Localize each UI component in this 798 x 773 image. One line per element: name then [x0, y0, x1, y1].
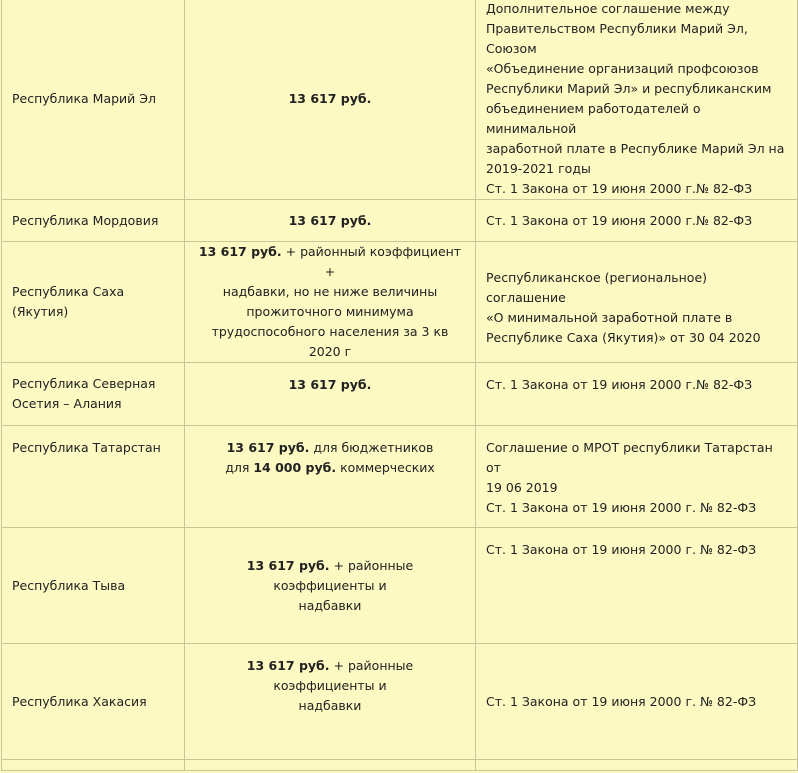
- table-row: [2, 0, 798, 200]
- doc-line: Республиканское (региональное) соглашение: [486, 270, 708, 305]
- mrot-cell: [185, 363, 476, 426]
- mrot-text: + районные коэффициенты и: [273, 658, 414, 693]
- doc-line: Дополнительное соглашение между: [486, 1, 730, 16]
- mrot-cell: [185, 242, 476, 363]
- docs-cell: [476, 426, 798, 528]
- mrot-cell: [185, 0, 476, 200]
- mrot-text: коммерческих: [336, 460, 435, 475]
- table-row: [2, 644, 798, 760]
- docs-cell: [476, 363, 798, 426]
- doc-line: «О минимальной заработной плате в: [486, 310, 733, 325]
- docs-cell: [476, 200, 798, 242]
- mrot-line: [195, 438, 465, 458]
- mrot-text: надбавки: [298, 597, 362, 613]
- region-cell: [2, 426, 185, 528]
- docs-cell: [476, 528, 798, 644]
- mrot-value: 13 617 руб.: [226, 440, 310, 455]
- mrot-line: [195, 242, 465, 282]
- table-row: [2, 363, 798, 426]
- region-name: Республика Татарстан: [12, 440, 161, 455]
- mrot-text: прожиточного минимума: [246, 304, 414, 319]
- mrot-text: + районные коэффициенты и: [273, 557, 414, 593]
- mrot-value: 13 617 руб.: [198, 244, 282, 259]
- region-cell: [2, 0, 185, 200]
- doc-line: Правительством Республики Марий Эл, Союзом: [486, 21, 748, 56]
- doc-line: Ст. 1 Закона от 19 июня 2000 г.№ 82-ФЗ: [486, 377, 753, 392]
- mrot-line: [195, 656, 465, 696]
- mrot-value: 13 617 руб.: [246, 557, 330, 573]
- mrot-cell: [185, 644, 476, 760]
- mrot-value: 13 617 руб.: [246, 658, 330, 673]
- docs-cell: [476, 242, 798, 363]
- table-row: [2, 528, 798, 644]
- doc-line: Ст. 1 Закона от 19 июня 2000 г.№ 82-ФЗ: [486, 181, 753, 196]
- region-name: Республика Северная: [12, 376, 156, 391]
- table-row: [2, 242, 798, 363]
- mrot-line: [195, 458, 465, 478]
- doc-line: 2019-2021 годы: [486, 161, 591, 176]
- doc-line: Соглашение о МРОТ республики Татарстан от: [486, 440, 773, 475]
- mrot-cell: [185, 426, 476, 528]
- mrot-table: [1, 0, 798, 771]
- docs-cell: [476, 644, 798, 760]
- doc-line: «Объединение организаций профсоюзов: [486, 61, 759, 76]
- region-name: Республика Мордовия: [12, 212, 159, 228]
- table-row: [2, 200, 798, 242]
- region-name: Республика Саха (Якутия): [12, 284, 125, 319]
- region-cell: [2, 644, 185, 760]
- mrot-value: 13 617 руб.: [288, 212, 372, 228]
- mrot-cell: [185, 200, 476, 242]
- mrot-text: + районный коэффициент +: [281, 244, 462, 279]
- region-name: Осетия – Алания: [12, 396, 122, 411]
- mrot-text: для бюджетников: [309, 440, 434, 455]
- region-name: Республика Тыва: [12, 577, 126, 593]
- table-row: [2, 760, 798, 771]
- region-cell: [2, 242, 185, 363]
- doc-line: Ст. 1 Закона от 19 июня 2000 г. № 82-ФЗ: [486, 693, 757, 709]
- mrot-text: для: [225, 460, 254, 475]
- mrot-line: [195, 556, 465, 596]
- region-name: Республика Хакасия: [12, 693, 147, 709]
- doc-line: заработной плате в Республике Марий Эл на: [486, 141, 785, 156]
- region-name: Республика Марий Эл: [12, 91, 156, 106]
- doc-line: Республике Саха (Якутия)» от 30 04 2020: [486, 330, 761, 345]
- doc-line: Ст. 1 Закона от 19 июня 2000 г. № 82-ФЗ: [486, 500, 757, 515]
- region-cell: [2, 528, 185, 644]
- mrot-value: 13 617 руб.: [288, 91, 372, 106]
- region-cell: [2, 200, 185, 242]
- doc-line: объединением работодателей о минимальной: [486, 101, 701, 136]
- mrot-value: 13 617 руб.: [288, 377, 372, 392]
- mrot-text: трудоспособного населения за 3 кв 2020 г: [211, 324, 449, 359]
- table-row: [2, 426, 798, 528]
- region-cell: [2, 363, 185, 426]
- doc-line: 19 06 2019: [486, 480, 558, 495]
- docs-cell: [476, 0, 798, 200]
- mrot-value: 14 000 руб.: [253, 460, 337, 475]
- doc-line: Республики Марий Эл» и республиканским: [486, 81, 772, 96]
- mrot-text: надбавки: [298, 698, 362, 713]
- mrot-text: надбавки, но не ниже величины: [222, 284, 438, 299]
- doc-line: Ст. 1 Закона от 19 июня 2000 г. № 82-ФЗ: [486, 542, 757, 557]
- doc-line: Ст. 1 Закона от 19 июня 2000 г.№ 82-ФЗ: [486, 212, 753, 228]
- mrot-cell: [185, 528, 476, 644]
